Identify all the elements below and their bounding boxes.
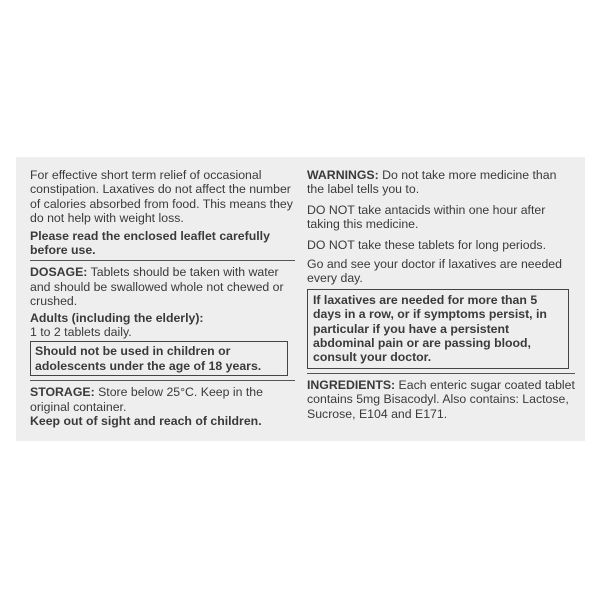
doctor-warning-box	[307, 289, 569, 369]
storage-label: STORAGE:	[30, 385, 95, 400]
ingredients-section	[307, 378, 575, 421]
right-column	[307, 168, 575, 421]
dosage-text: Tablets should be taken with water and should be swallowed whole not chewed or crushed.	[30, 265, 284, 309]
antacids-warning: DO NOT take antacids within one hour after taking this medicine.	[307, 202, 546, 232]
leaflet-notice: Please read the enclosed leaflet carefully before use.	[30, 228, 270, 258]
divider	[30, 380, 295, 381]
divider	[30, 260, 295, 261]
dosage-section	[30, 265, 295, 308]
children-warning: Should not be used in children or adolescents under the age of 18 years.	[35, 344, 262, 373]
storage-section	[30, 385, 295, 414]
adults-dose: 1 to 2 tablets daily.	[30, 325, 132, 340]
storage-text: Store below 25°C. Keep in the original container.	[30, 385, 263, 414]
doctor-warning: If laxatives are needed for more than 5 days in a row, or if symptoms persist, in particular if you have a persistent abdominal pain or are passing blood, consult your doctor.	[313, 292, 547, 365]
keep-out-notice: Keep out of sight and reach of children.	[30, 414, 262, 429]
label-panel	[16, 157, 585, 441]
warnings-section	[307, 168, 575, 197]
divider	[307, 373, 575, 374]
warnings-label: WARNINGS:	[307, 168, 379, 182]
dosage-label: DOSAGE:	[30, 265, 88, 280]
see-doctor-note: Go and see your doctor if laxatives are needed every day.	[307, 257, 562, 286]
ingredients-text: Each enteric sugar coated tablet contains 5mg Bisacodyl. Also contains: Lactose, Sucrose, E104 and E171.	[307, 377, 575, 421]
adults-label: Adults (including the elderly):	[30, 310, 204, 325]
intro-text: For effective short term relief of occasional constipation. Laxatives do not affect the number of calories absorbed from food. This means they do not help with weight loss.	[30, 168, 293, 226]
left-column	[30, 168, 295, 429]
long-periods-warning: DO NOT take these tablets for long periods.	[307, 237, 546, 252]
warnings-text: Do not take more medicine than the label tells you to.	[307, 168, 557, 197]
children-warning-box	[30, 341, 288, 376]
ingredients-label: INGREDIENTS:	[307, 377, 396, 392]
